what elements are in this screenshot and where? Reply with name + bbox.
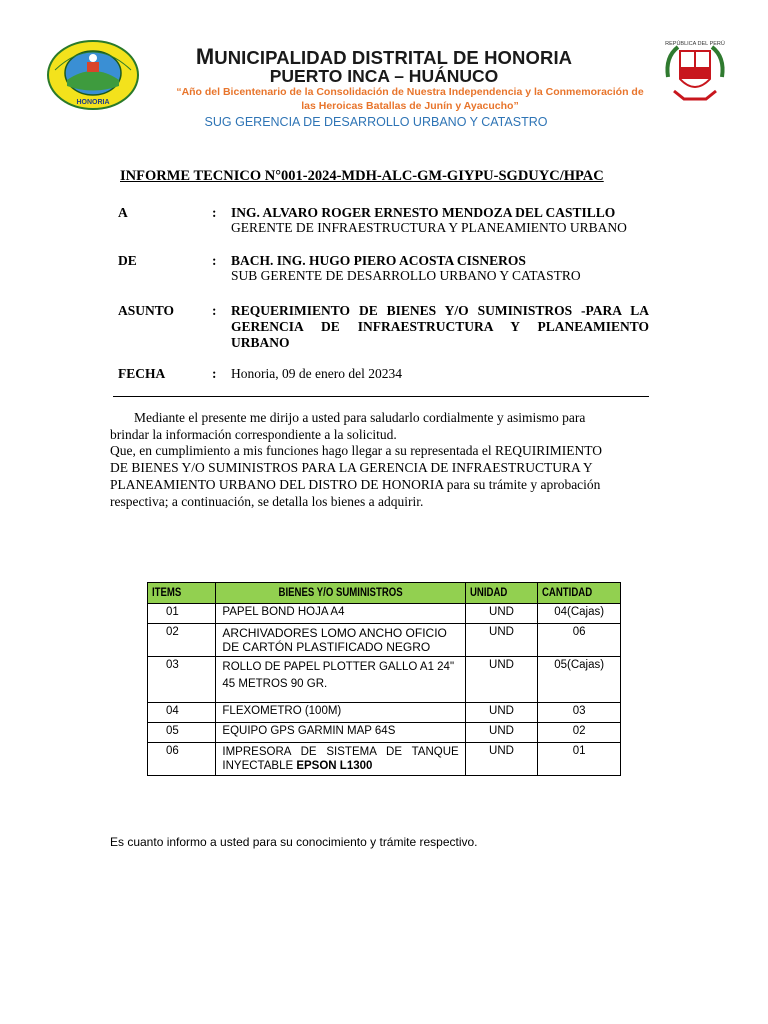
paragraph-greeting-line: brindar la información correspondiente a la solicitud. [110, 427, 397, 442]
item-description-line: 45 METROS 90 GR. [222, 678, 328, 690]
svg-text:REPÚBLICA DEL PERÚ: REPÚBLICA DEL PERÚ [665, 41, 725, 47]
item-quantity: 01 [538, 743, 621, 776]
institution-name: MUNICIPALIDAD DISTRITAL DE HONORIA [195, 44, 573, 69]
separator-line [113, 396, 649, 397]
item-description: FLEXOMETRO (100M) [216, 703, 465, 723]
field-label-from: DE [118, 253, 137, 268]
column-header-quantity: CANTIDAD [538, 583, 621, 604]
supplies-table [147, 582, 621, 776]
year-motto: “Año del Bicentenario de la Consolidación de Nuestra Independencia y la Conmemoración de las Heroicas Batallas de Junín y Ayacucho” [176, 86, 644, 112]
item-description-text: IMPRESORA DE SISTEMA DE TANQUE INYECTABLE [222, 746, 459, 772]
paragraph-request-line: DE BIENES Y/O SUMINISTROS PARA LA GERENCIA DE INFRAESTRUCTURA Y [110, 460, 593, 475]
item-quantity: 04(Cajas) [538, 604, 621, 624]
subject-text: REQUERIMIENTO DE BIENES Y/O SUMINISTROS -PARA LA GERENCIA DE INFRAESTRUCTURA Y PLANEAMIENTO URBANO [231, 303, 649, 350]
item-unit: UND [465, 604, 538, 624]
field-colon: : [212, 366, 217, 381]
item-unit: UND [465, 703, 538, 723]
paragraph-request-line: Que, en cumplimiento a mis funciones hago llegar a su representada el REQUIRIMIENTO [110, 443, 602, 458]
paragraph-request-line: respectiva; a continuación, se detalla los bienes a adquirir. [110, 494, 424, 509]
column-header-items: ITEMS [148, 583, 216, 604]
date-text: Honoria, 09 de enero del 20234 [231, 366, 402, 381]
table-row [148, 604, 621, 624]
report-title: INFORME TECNICO N°001-2024-MDH-ALC-GM-GIYPU-SGDUYC/HPAC [120, 168, 604, 184]
table-row [148, 657, 621, 703]
item-quantity: 03 [538, 703, 621, 723]
item-unit: UND [465, 723, 538, 743]
item-number: 03 [148, 657, 216, 703]
field-colon: : [212, 303, 217, 318]
recipient-position: GERENTE DE INFRAESTRUCTURA Y PLANEAMIENTO URBANO [231, 220, 627, 235]
item-description: EQUIPO GPS GARMIN MAP 64S [216, 723, 465, 743]
field-colon: : [212, 205, 217, 220]
item-description-line: ROLLO DE PAPEL PLOTTER GALLO A1 24" [222, 661, 455, 673]
table-header-row [148, 583, 621, 604]
column-header-goods: BIENES Y/O SUMINISTROS [216, 583, 465, 604]
field-label-to: A [118, 205, 128, 220]
office-name: SUG GERENCIA DE DESARROLLO URBANO Y CATASTRO [204, 115, 548, 129]
paragraph-greeting-line: Mediante el presente me dirijo a usted para saludarlo cordialmente y asimismo para [134, 410, 586, 425]
paragraph-request-line: PLANEAMIENTO URBANO DEL DISTRO DE HONORIA para su trámite y aprobación [110, 477, 601, 492]
table-row [148, 624, 621, 657]
item-number: 04 [148, 703, 216, 723]
field-label-date: FECHA [118, 366, 166, 381]
recipient-name: ING. ALVARO ROGER ERNESTO MENDOZA DEL CASTILLO [231, 205, 616, 220]
sender-position: SUB GERENTE DE DESARROLLO URBANO Y CATASTRO [231, 268, 581, 283]
closing-statement: Es cuanto informo a usted para su conocimiento y trámite respectivo. [110, 835, 478, 849]
item-description: PAPEL BOND HOJA A4 [216, 604, 465, 624]
column-header-unit: UNIDAD [465, 583, 538, 604]
item-number: 05 [148, 723, 216, 743]
item-quantity: 06 [538, 624, 621, 657]
item-unit: UND [465, 743, 538, 776]
item-unit: UND [465, 657, 538, 703]
table-row [148, 703, 621, 723]
item-quantity: 05(Cajas) [538, 657, 621, 703]
item-number: 06 [148, 743, 216, 776]
field-colon: : [212, 253, 217, 268]
item-quantity: 02 [538, 723, 621, 743]
institution-location: PUERTO INCA – HUÁNUCO [269, 66, 499, 86]
field-label-subject: ASUNTO [118, 303, 175, 318]
item-description [216, 743, 465, 776]
table-row [148, 743, 621, 776]
item-number: 02 [148, 624, 216, 657]
item-description: ARCHIVADORES LOMO ANCHO OFICIO DE CARTÓN PLASTIFICADO NEGRO [216, 624, 465, 657]
svg-text:HONORIA: HONORIA [76, 99, 110, 106]
table-row [148, 723, 621, 743]
item-unit: UND [465, 624, 538, 657]
item-number: 01 [148, 604, 216, 624]
item-description [216, 657, 465, 703]
sender-name: BACH. ING. HUGO PIERO ACOSTA CISNEROS [231, 253, 526, 268]
item-brand: EPSON L1300 [296, 760, 373, 772]
